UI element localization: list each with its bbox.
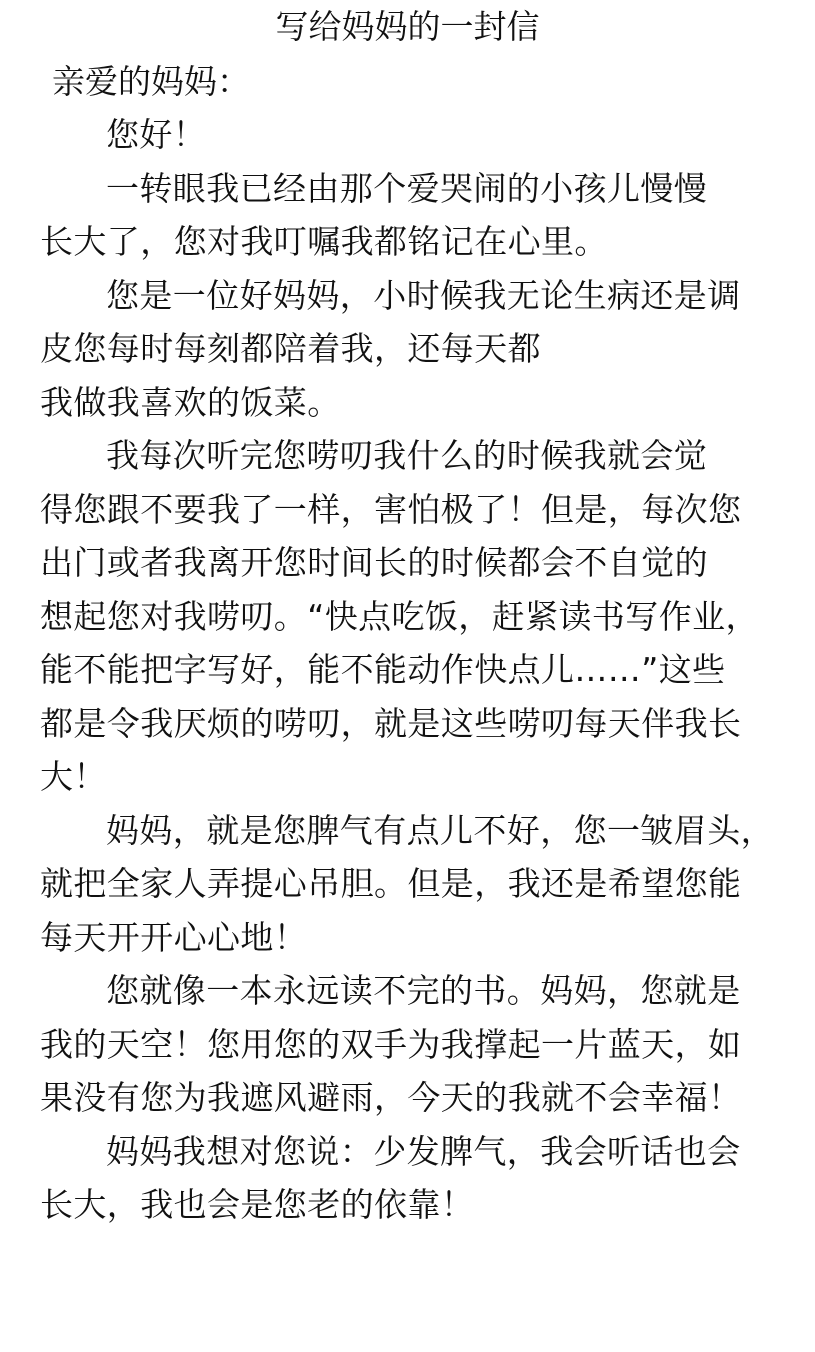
letter-line: 想起您对我唠叨。“快点吃饭，赶紧读书写作业， <box>40 596 759 636</box>
letter-line: 就把全家人弄提心吊胆。但是，我还是希望您能 <box>40 864 742 903</box>
letter-title: 写给妈妈的一封信 <box>275 7 540 46</box>
letter-line: 得您跟不要我了一样，害怕极了！但是，每次您 <box>40 489 742 529</box>
letter-line: 长大了，您对我叮嘱我都铭记在心里。 <box>40 222 608 261</box>
letter-line: 妈妈，就是您脾气有点儿不好，您一皱眉头， <box>106 810 774 850</box>
letter-line: 都是令我厌烦的唠叨，就是这些唠叨每天伴我长 <box>40 703 742 743</box>
letter-body <box>40 108 790 1232</box>
letter-line: 皮您每时每刻都陪着我，还每天都 <box>40 329 541 368</box>
letter-line: 您好！ <box>106 115 207 154</box>
letter-line: 我的天空！您用您的双手为我撑起一片蓝天，如 <box>40 1024 742 1064</box>
letter-greeting: 亲爱的妈妈： <box>52 62 250 101</box>
letter-line: 大！ <box>40 757 107 796</box>
letter-line: 每天开开心心地！ <box>40 917 308 957</box>
letter-line: 长大，我也会是您老的依靠！ <box>40 1185 475 1224</box>
letter-line: 果没有您为我遮风避雨，今天的我就不会幸福！ <box>40 1078 742 1117</box>
letter-line: 我做我喜欢的饭菜。 <box>40 382 341 422</box>
letter-line: 您是一位好妈妈，小时候我无论生病还是调 <box>106 275 741 315</box>
letter-line: 您就像一本永远读不完的书。妈妈，您就是 <box>106 971 741 1010</box>
letter-line: 妈妈我想对您说：少发脾气，我会听话也会 <box>106 1131 741 1171</box>
letter-line: 一转眼我已经由那个爱哭闹的小孩儿慢慢 <box>106 168 708 208</box>
letter-line: 出门或者我离开您时间长的时候都会不自觉的 <box>40 543 708 582</box>
letter-line: 我每次听完您唠叨我什么的时候我就会觉 <box>106 436 708 475</box>
letter-line: 能不能把字写好，能不能动作快点儿……”这些 <box>40 650 726 689</box>
